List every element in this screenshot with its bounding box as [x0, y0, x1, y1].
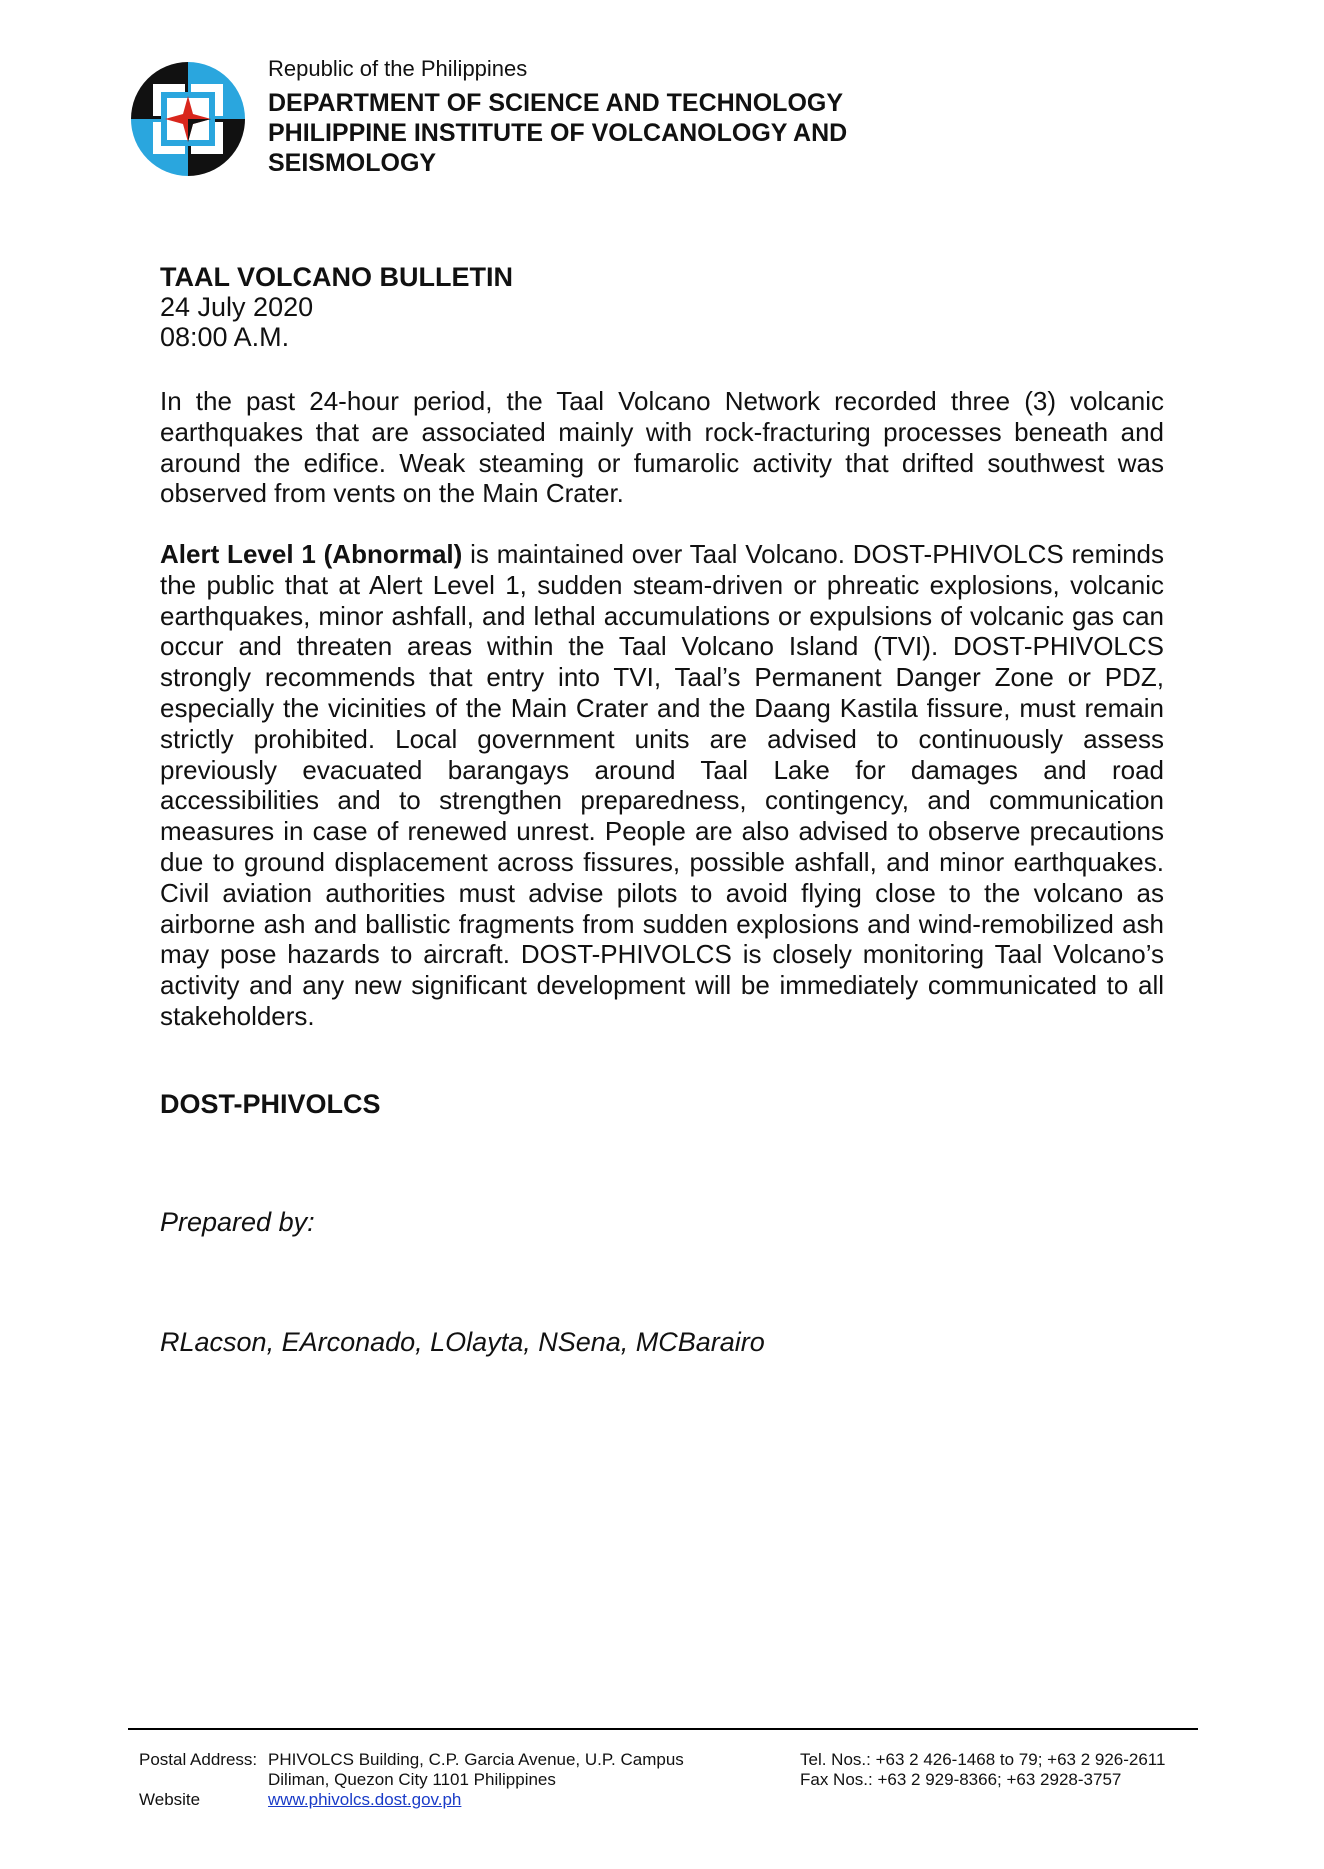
postal-label: Postal Address:: [139, 1750, 258, 1769]
institute-name-line1: PHILIPPINE INSTITUTE OF VOLCANOLOGY AND: [268, 119, 848, 147]
bulletin-time: 08:00 A.M.: [160, 322, 290, 352]
footer-values: [268, 1750, 684, 1810]
fax-numbers: Fax Nos.: +63 2 929-8366; +63 2928-3757: [800, 1770, 1122, 1789]
agency-signature: DOST-PHIVOLCS: [160, 1089, 381, 1119]
alert-level-label: Alert Level 1 (Abnormal): [160, 539, 463, 569]
authors-list: RLacson, EArconado, LOlayta, NSena, MCBarairo: [160, 1327, 765, 1357]
tel-numbers: Tel. Nos.: +63 2 426-1468 to 79; +63 2 926-2611: [800, 1750, 1166, 1769]
footer-divider: [128, 1728, 1198, 1730]
postal-line2: Diliman, Quezon City 1101 Philippines: [268, 1770, 556, 1789]
postal-line1: PHIVOLCS Building, C.P. Garcia Avenue, U.P. Campus: [268, 1750, 684, 1769]
institute-name-line2: SEISMOLOGY: [268, 149, 437, 177]
republic-label: Republic of the Philippines: [268, 56, 528, 81]
footer-contacts: [800, 1750, 1165, 1790]
department-name: DEPARTMENT OF SCIENCE AND TECHNOLOGY: [268, 89, 844, 117]
prepared-by-label: Prepared by:: [160, 1207, 315, 1237]
dost-logo-icon: [131, 62, 245, 176]
alert-paragraph: [160, 539, 1164, 1032]
letterhead: [268, 56, 968, 178]
bulletin-title: TAAL VOLCANO BULLETIN: [160, 262, 513, 292]
website-link[interactable]: www.phivolcs.dost.gov.ph: [268, 1790, 462, 1809]
bulletin-date: 24 July 2020: [160, 292, 314, 322]
website-label: Website: [139, 1790, 201, 1809]
activity-paragraph: In the past 24-hour period, the Taal Volcano Network recorded three (3) volcanic earthquakes that are associated mainly with rock-fracturing processes beneath and around the edifice. Weak steaming or fumarolic activity that drifted southwest was observed from vents on the Main Crater.: [160, 386, 1164, 509]
alert-paragraph-text: is maintained over Taal Volcano. DOST-PHIVOLCS reminds the public that at Alert Level 1, sudden steam-driven or phreatic explosions, volcanic earthquakes, minor ashfall, and lethal accumulations or expulsions of volcanic gas can occur and threaten areas within the Taal Volcano Island (TVI). DOST-PHIVOLCS strongly recommends that entry into TVI, Taal’s Permanent Danger Zone or PDZ, especially the vicinities of the Main Crater and the Daang Kastila fissure, must remain strictly prohibited. Local government units are advised to continuously assess previously evacuated barangays around Taal Lake for damages and road accessibilities and to strengthen preparedness, contingency, and communication measures in case of renewed unrest. People are also advised to observe precautions due to ground displacement across fissures, possible ashfall, and minor earthquakes. Civil aviation authorities must advise pilots to avoid flying close to the volcano as airborne ash and ballistic fragments from sudden explosions and wind-remobilized ash may pose hazards to aircraft. DOST-PHIVOLCS is closely monitoring Taal Volcano’s activity and any new significant development will be immediately communicated to all stakeholders.: [160, 539, 1164, 1031]
bulletin-heading: [160, 262, 1164, 352]
footer-labels: [139, 1750, 257, 1810]
